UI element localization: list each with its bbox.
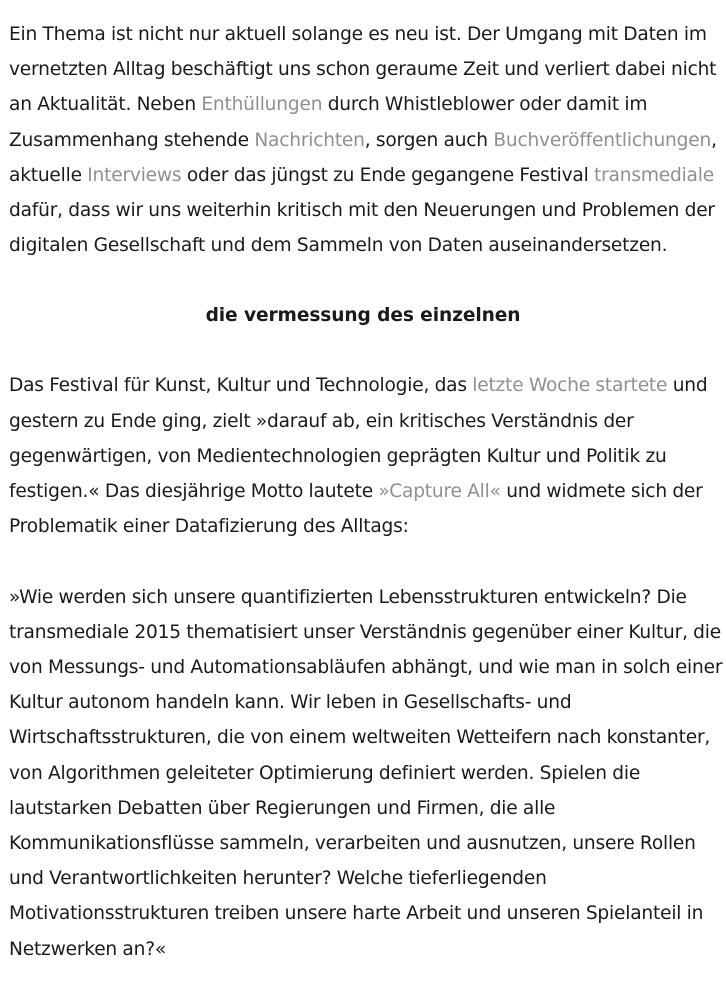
intro-text-6: dafür, dass wir uns weiterhin kritisch mit den Neuerungen und Problemen der digitalen Gesellschaft und dem Sammeln von Daten auseinandersetzen. bbox=[9, 200, 715, 257]
link-buchveroeffentlichungen[interactable]: Buchveröffentlichungen bbox=[493, 129, 712, 151]
quote-paragraph: »Wie werden sich unsere quantifizierten Lebensstrukturen entwickeln? Die transmediale 2015 thematisiert unser Verständnis gegenüber einer Kultur, die von Messungs- und Automationsabläufen abhängt, und wie man in solch einer Kultur autonom handeln kann. Wir leben in Gesellschafts- und Wirtschaftsstrukturen, die von einem weltweiten Wetteifern nach konstanter, von Algorithmen geleiteter Optimierung definiert werden. Spielen die lautstarken Debatten über Regierungen und Firmen, die alle Kommunikationsflüsse sammeln, verarbeiten und ausnutzen, unsere Rollen und Verantwortlichkeiten herunter? Welche tieferliegenden Motivationsstrukturen treiben unsere harte Arbeit und unseren Spielanteil in Netzwerken an?« bbox=[9, 586, 723, 960]
festival-paragraph bbox=[9, 368, 726, 544]
link-letzte-woche-startete[interactable]: letzte Woche startete bbox=[472, 375, 668, 397]
link-capture-all[interactable]: »Capture All« bbox=[378, 481, 501, 503]
intro-text-3: , sorgen auch bbox=[364, 129, 494, 151]
link-enthuellungen[interactable]: Enthüllungen bbox=[201, 94, 323, 116]
link-interviews[interactable]: Interviews bbox=[87, 164, 182, 186]
festival-text-1: Das Festival für Kunst, Kultur und Technologie, das bbox=[9, 375, 473, 397]
link-transmediale[interactable]: transmediale bbox=[594, 164, 714, 186]
intro-text-2: durch Whistleblower oder damit im Zusammenhang stehende bbox=[9, 94, 648, 151]
intro-text-1: Ein Thema ist nicht nur aktuell solange es neu ist. Der Umgang mit Daten im vernetzten Alltag beschäftigt uns schon geraume Zeit und verliert dabei nicht an Aktualität. Neben bbox=[9, 24, 717, 116]
paragraph-spacer bbox=[9, 544, 726, 579]
festival-text-3: und widmete sich der Problematik einer Datafizierung des Alltags: bbox=[9, 481, 703, 538]
section-heading: die vermessung des einzelnen bbox=[205, 305, 521, 327]
intro-paragraph bbox=[9, 17, 726, 263]
festival-text-2: und gestern zu Ende ging, zielt »darauf ab, ein kritisches Verständnis der gegenwärtigen, von Medientechnologien geprägten Kultur und Politik zu festigen.« Das diesjährige Motto lautete bbox=[9, 375, 708, 503]
link-nachrichten[interactable]: Nachrichten bbox=[254, 129, 365, 151]
intro-text-4: , aktuelle bbox=[9, 129, 717, 186]
intro-text-5: oder das jüngst zu Ende gegangene Festival bbox=[181, 164, 595, 186]
